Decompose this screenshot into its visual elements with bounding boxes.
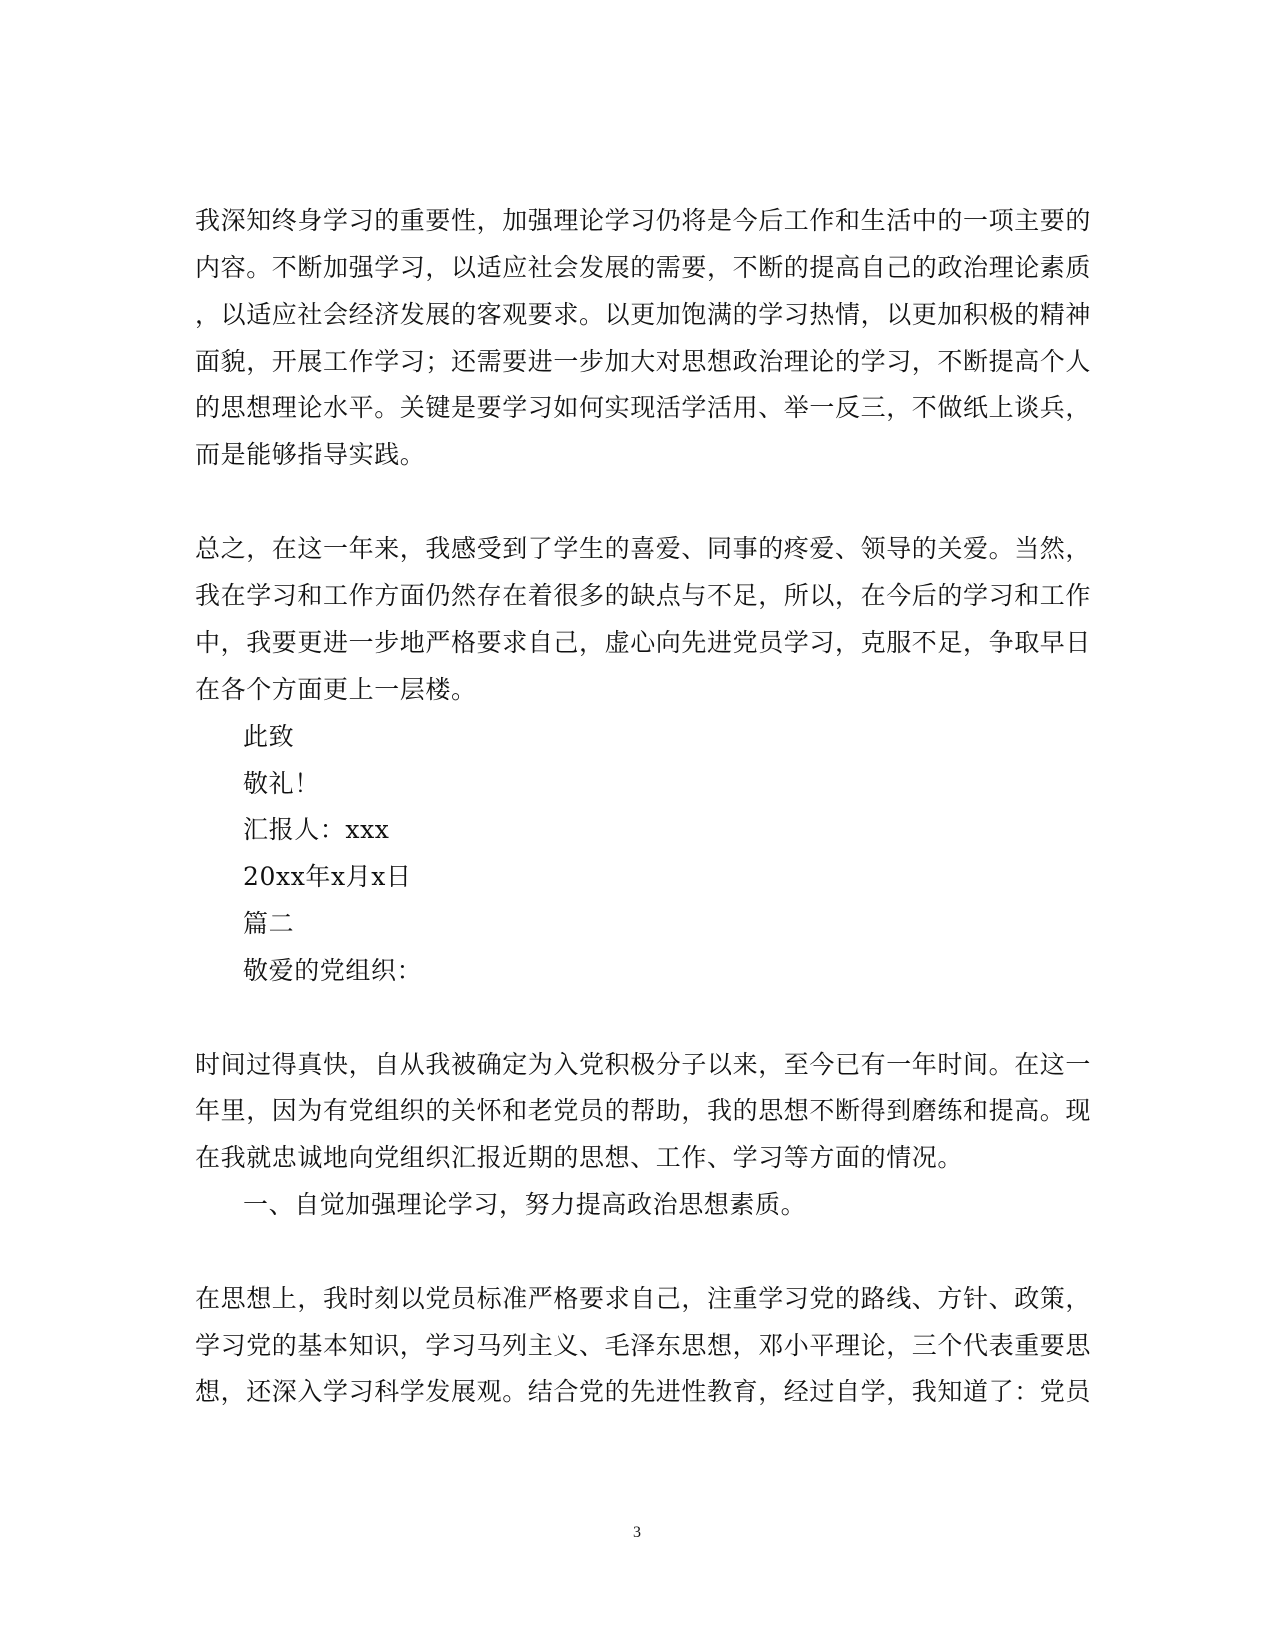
paragraph-1-line-5: 的思想理论水平。关键是要学习如何实现活学活用、举一反三，不做纸上谈兵， xyxy=(195,393,1092,422)
page-number: 3 xyxy=(633,1524,641,1541)
paragraph-4-line-2: 学习党的基本知识，学习马列主义、毛泽东思想，邓小平理论，三个代表重要思 xyxy=(195,1331,1092,1360)
closing-greeting-1: 此致 xyxy=(243,722,295,751)
paragraph-2-line-3: 中，我要更进一步地严格要求自己，虚心向先进党员学习，克服不足，争取早日 xyxy=(195,628,1092,657)
section-heading-1: 一、自觉加强理论学习，努力提高政治思想素质。 xyxy=(243,1190,807,1219)
closing-greeting-2: 敬礼！ xyxy=(243,769,320,798)
salutation: 敬爱的党组织： xyxy=(243,956,423,985)
paragraph-1-line-3: ，以适应社会经济发展的客观要求。以更加饱满的学习热情，以更加积极的精神 xyxy=(195,300,1092,329)
paragraph-4-line-1: 在思想上，我时刻以党员标准严格要求自己，注重学习党的路线、方针、政策， xyxy=(195,1284,1092,1313)
paragraph-4-line-3: 想，还深入学习科学发展观。结合党的先进性教育，经过自学，我知道了：党员 xyxy=(195,1377,1092,1406)
paragraph-2-line-1: 总之，在这一年来，我感受到了学生的喜爱、同事的疼爱、领导的关爱。当然， xyxy=(195,534,1092,563)
paragraph-1-line-6: 而是能够指导实践。 xyxy=(195,440,426,469)
paragraph-1-line-2: 内容。不断加强学习，以适应社会发展的需要，不断的提高自己的政治理论素质 xyxy=(195,253,1092,282)
paragraph-3-line-2: 年里，因为有党组织的关怀和老党员的帮助，我的思想不断得到磨练和提高。现 xyxy=(195,1096,1092,1125)
paragraph-1-line-1: 我深知终身学习的重要性，加强理论学习仍将是今后工作和生活中的一项主要的 xyxy=(195,206,1092,235)
section-heading: 篇二 xyxy=(243,909,295,938)
paragraph-2-line-2: 我在学习和工作方面仍然存在着很多的缺点与不足，所以，在今后的学习和工作 xyxy=(195,581,1092,610)
paragraph-2-line-4: 在各个方面更上一层楼。 xyxy=(195,675,477,704)
paragraph-3-line-1: 时间过得真快，自从我被确定为入党积极分子以来，至今已有一年时间。在这一 xyxy=(195,1050,1092,1079)
paragraph-1-line-4: 面貌，开展工作学习；还需要进一步加大对思想政治理论的学习，不断提高个人 xyxy=(195,347,1092,376)
date-line: 20xx年x月x日 xyxy=(243,862,412,891)
paragraph-3-line-3: 在我就忠诚地向党组织汇报近期的思想、工作、学习等方面的情况。 xyxy=(195,1143,964,1172)
reporter-line: 汇报人：xxx xyxy=(243,815,390,844)
